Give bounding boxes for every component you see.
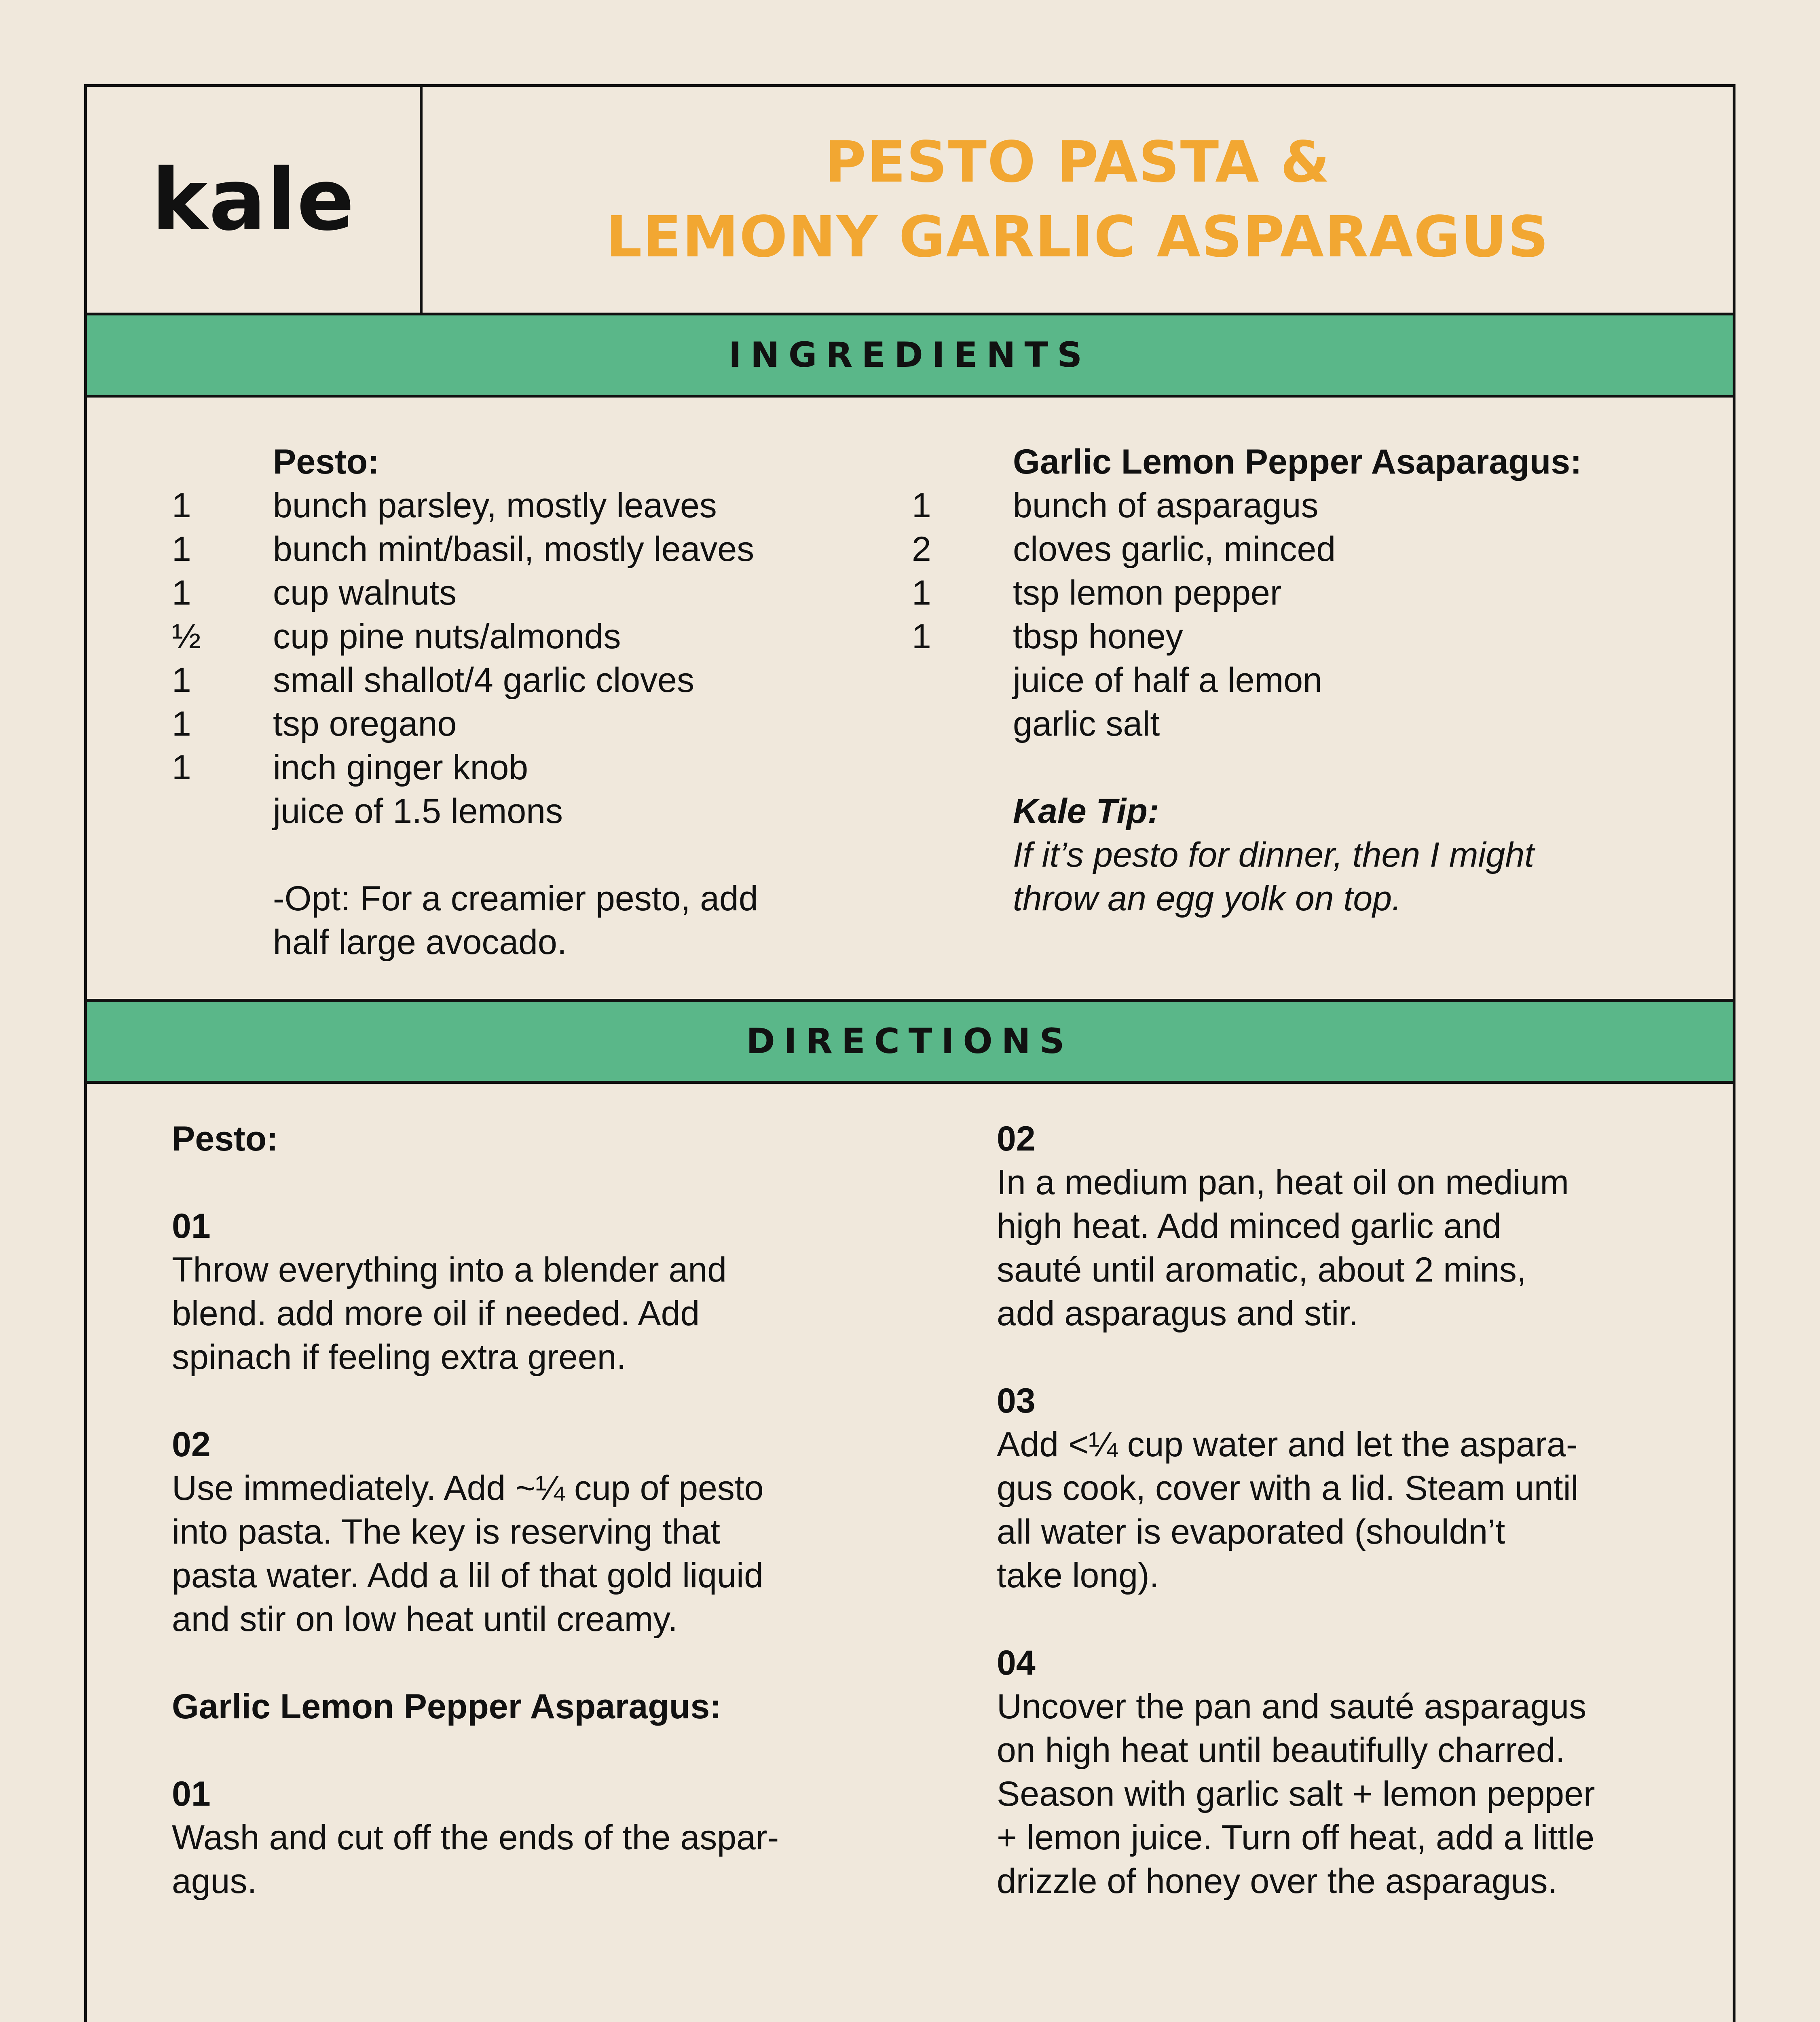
ingredient-text: tbsp honey [1013,617,1183,656]
ingredient-text: tsp oregano [273,704,457,743]
ingredient-text: cup pine nuts/almonds [273,617,621,656]
title-line-2: LEMONY GARLIC ASPARAGUS [606,204,1549,270]
step-text: agus. [172,1862,257,1901]
title-line-1: PESTO PASTA & [824,129,1331,195]
recipe-title [423,87,1733,313]
step-text: + lemon juice. Turn off heat, add a little [997,1818,1595,1857]
kale-tip-text: throw an egg yolk on top. [1013,879,1401,918]
kale-tip-heading: Kale Tip: [1013,792,1159,831]
ingredient-qty: 1 [172,704,191,743]
step-number: 02 [997,1119,1036,1158]
step-text: Season with garlic salt + lemon pepper [997,1775,1595,1813]
step-text: Wash and cut off the ends of the aspar- [172,1818,779,1857]
step-text: sauté until aromatic, about 2 mins, [997,1250,1526,1289]
ingredient-qty: 1 [912,573,931,612]
ingredient-qty: 1 [912,486,931,525]
ingredient-text: bunch parsley, mostly leaves [273,486,717,525]
kale-tip-text: If it’s pesto for dinner, then I might [1013,835,1535,874]
ingredient-text: small shallot/4 garlic cloves [273,661,694,700]
ingredient-qty: ½ [172,617,201,656]
recipe-header [87,87,1733,315]
ingredient-text: inch ginger knob [273,748,528,787]
step-text: spinach if feeling extra green. [172,1338,626,1377]
step-text: Throw everything into a blender and [172,1250,727,1289]
ingredients-heading: INGREDIENTS [87,313,1733,398]
step-text: on high heat until beautifully charred. [997,1731,1565,1770]
step-text: Add <¼ cup water and let the aspara- [997,1425,1578,1464]
step-number: 02 [172,1425,211,1464]
ingredient-qty: 1 [172,530,191,569]
ingredient-text: juice of half a lemon [1013,661,1322,700]
pesto-ingredients-heading: Pesto: [273,442,379,481]
asparagus-directions-heading: Garlic Lemon Pepper Asparagus: [172,1687,721,1726]
step-text: into pasta. The key is reserving that [172,1512,721,1551]
ingredient-qty: 1 [172,573,191,612]
directions-heading: DIRECTIONS [87,999,1733,1084]
step-text: gus cook, cover with a lid. Steam until [997,1469,1579,1508]
ingredient-text: cup walnuts [273,573,457,612]
step-text: Use immediately. Add ~¼ cup of pesto [172,1469,764,1508]
step-number: 04 [997,1643,1036,1682]
ingredient-text: bunch of asparagus [1013,486,1319,525]
ingredient-text: juice of 1.5 lemons [273,792,563,831]
ingredient-qty: 1 [172,486,191,525]
pesto-optional-note: -Opt: For a creamier pesto, add [273,879,758,918]
step-text: add asparagus and stir. [997,1294,1359,1333]
ingredient-qty: 1 [912,617,931,656]
step-text: all water is evaporated (shouldn’t [997,1512,1505,1551]
step-number: 01 [172,1775,211,1813]
step-text: In a medium pan, heat oil on medium [997,1163,1569,1202]
step-text: drizzle of honey over the asparagus. [997,1862,1558,1901]
pesto-directions-heading: Pesto: [172,1119,278,1158]
step-text: blend. add more oil if needed. Add [172,1294,700,1333]
logo-cell [87,87,423,313]
ingredient-text: garlic salt [1013,704,1160,743]
step-number: 03 [997,1381,1036,1420]
step-text: take long). [997,1556,1159,1595]
kale-logo: kale [151,150,355,250]
step-text: Uncover the pan and sauté asparagus [997,1687,1587,1726]
step-text: high heat. Add minced garlic and [997,1207,1501,1246]
step-text: pasta water. Add a lil of that gold liquid [172,1556,763,1595]
step-number: 01 [172,1207,211,1246]
ingredient-text: bunch mint/basil, mostly leaves [273,530,755,569]
recipe-card [84,84,1735,2022]
ingredient-qty: 1 [172,661,191,700]
ingredient-qty: 1 [172,748,191,787]
ingredient-text: tsp lemon pepper [1013,573,1282,612]
step-text: and stir on low heat until creamy. [172,1600,678,1639]
asparagus-ingredients-heading: Garlic Lemon Pepper Asaparagus: [1013,442,1582,481]
ingredient-qty: 2 [912,530,931,569]
ingredient-text: cloves garlic, minced [1013,530,1336,569]
pesto-optional-note: half large avocado. [273,923,567,962]
